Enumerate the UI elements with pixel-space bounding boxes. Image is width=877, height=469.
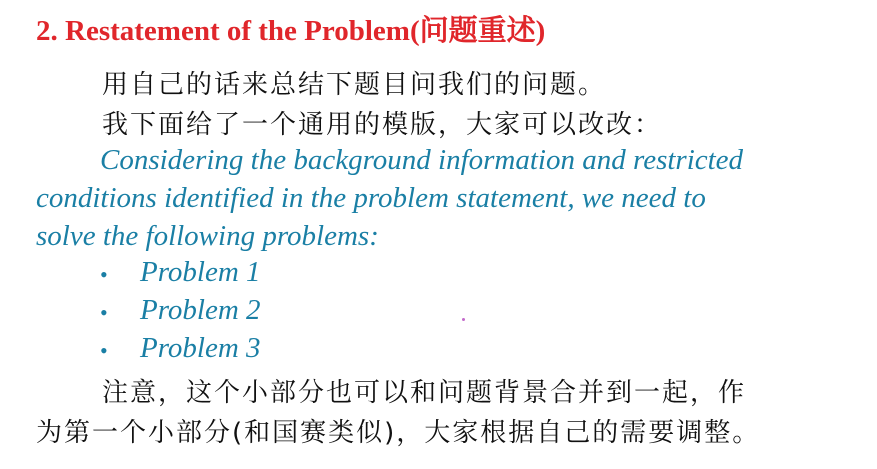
problem-item: Problem 3	[140, 332, 261, 364]
intro-line-1: 用自己的话来总结下题目问我们的问题。	[102, 70, 607, 100]
template-line-3: solve the following problems:	[36, 220, 379, 252]
bullet-icon: •	[100, 338, 108, 363]
template-line-1: Considering the background information and restricted	[100, 144, 744, 176]
bullet-icon: •	[100, 262, 108, 287]
note-line-2: 为第一个小部分(和国赛类似)，大家根据自己的需要调整。	[36, 418, 761, 448]
problem-item: Problem 1	[140, 256, 261, 288]
template-line-2: conditions identified in the problem statement, we need to	[36, 182, 706, 214]
intro-line-2: 我下面给了一个通用的模版，大家可以改改：	[102, 110, 663, 140]
bullet-icon: •	[100, 300, 108, 325]
note-line-1: 注意，这个小部分也可以和问题背景合并到一起，作	[102, 378, 747, 408]
section-title: 2. Restatement of the Problem(问题重述)	[36, 15, 546, 47]
problem-item: Problem 2	[140, 294, 261, 326]
cursor-dot	[462, 318, 465, 321]
